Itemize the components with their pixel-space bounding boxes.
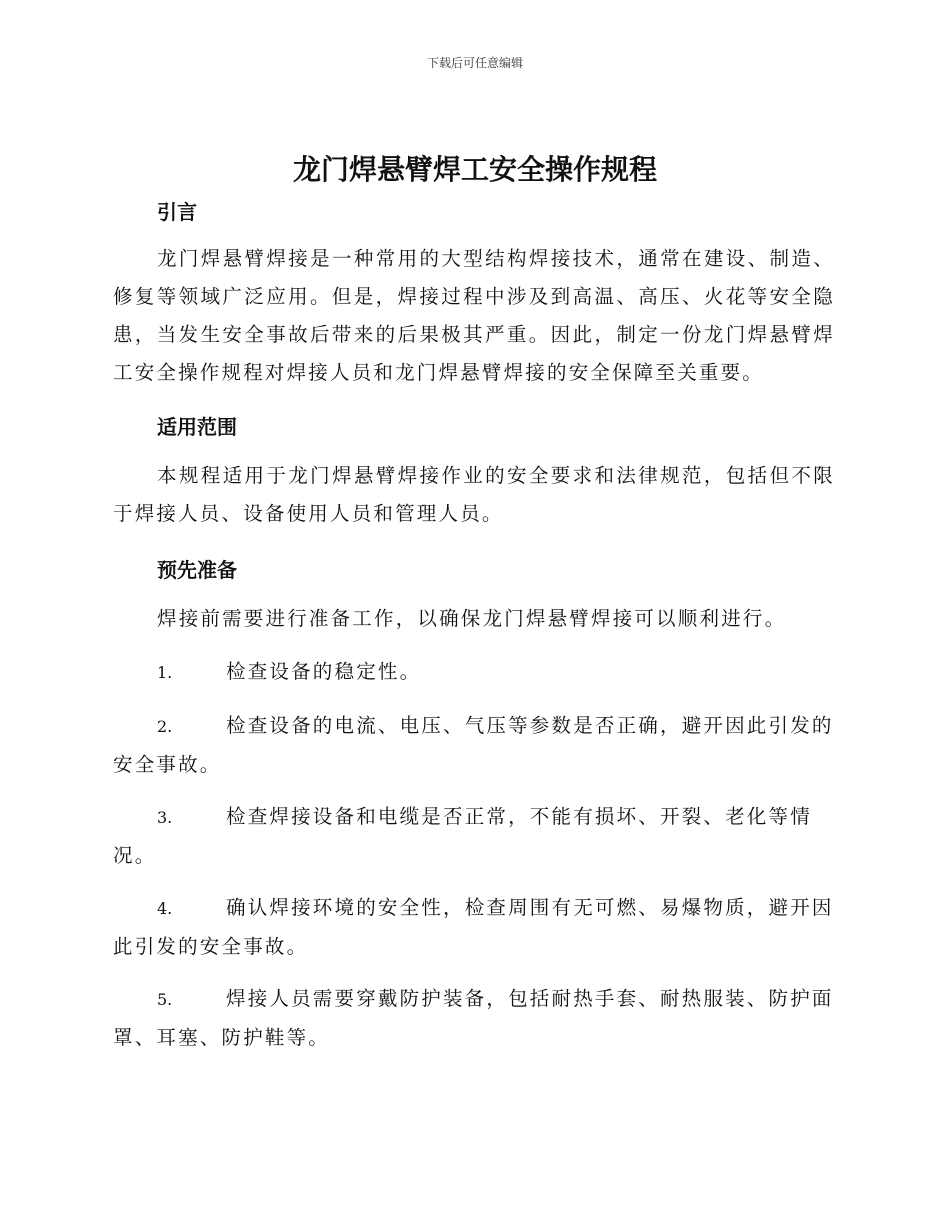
- header-note: 下载后可任意编辑: [426, 56, 523, 70]
- list-item-number: 1.: [157, 663, 173, 682]
- paragraph-scope: 本规程适用于龙门焊悬臂焊接作业的安全要求和法律规范，包括但不限于焊接人员、设备使用人员和管理人员。: [113, 464, 835, 525]
- heading-intro: 引言: [157, 200, 197, 224]
- list-item-number: 4.: [157, 899, 173, 918]
- list-item-number: 2.: [157, 717, 173, 736]
- list-item: [113, 889, 835, 966]
- paragraph-preparation: 焊接前需要进行准备工作，以确保龙门焊悬臂焊接可以顺利进行。: [157, 607, 787, 630]
- list-item-text: 焊接人员需要穿戴防护装备，包括耐热手套、耐热服装、防护面罩、耳塞、防护鞋等。: [113, 987, 834, 1049]
- paragraph-intro: 龙门焊悬臂焊接是一种常用的大型结构焊接技术，通常在建设、制造、修复等领域广泛应用。但是，焊接过程中涉及到高温、高压、火花等安全隐患，当发生安全事故后带来的后果极其严重。因此，制定一份龙门焊悬臂焊工安全操作规程对焊接人员和龙门焊悬臂焊接的安全保障至关重要。: [113, 247, 835, 384]
- list-item-text: 检查设备的稳定性。: [226, 660, 422, 683]
- list-item: [113, 798, 835, 875]
- list-item-text: 确认焊接环境的安全性，检查周围有无可燃、易爆物质，避开因此引发的安全事故。: [113, 896, 834, 958]
- list-item-number: 3.: [157, 808, 173, 827]
- heading-scope: 适用范围: [157, 415, 237, 439]
- list-item: [113, 653, 835, 692]
- list-item-text: 检查焊接设备和电缆是否正常，不能有损坏、开裂、老化等情况。: [113, 805, 812, 867]
- heading-preparation: 预先准备: [157, 558, 237, 582]
- list-item-number: 5.: [157, 990, 173, 1009]
- list-item-text: 检查设备的电流、电压、气压等参数是否正确，避开因此引发的安全事故。: [113, 714, 834, 776]
- list-item: [113, 980, 835, 1057]
- list-item: [113, 707, 835, 784]
- document-title: 龙门焊悬臂焊工安全操作规程: [292, 153, 657, 186]
